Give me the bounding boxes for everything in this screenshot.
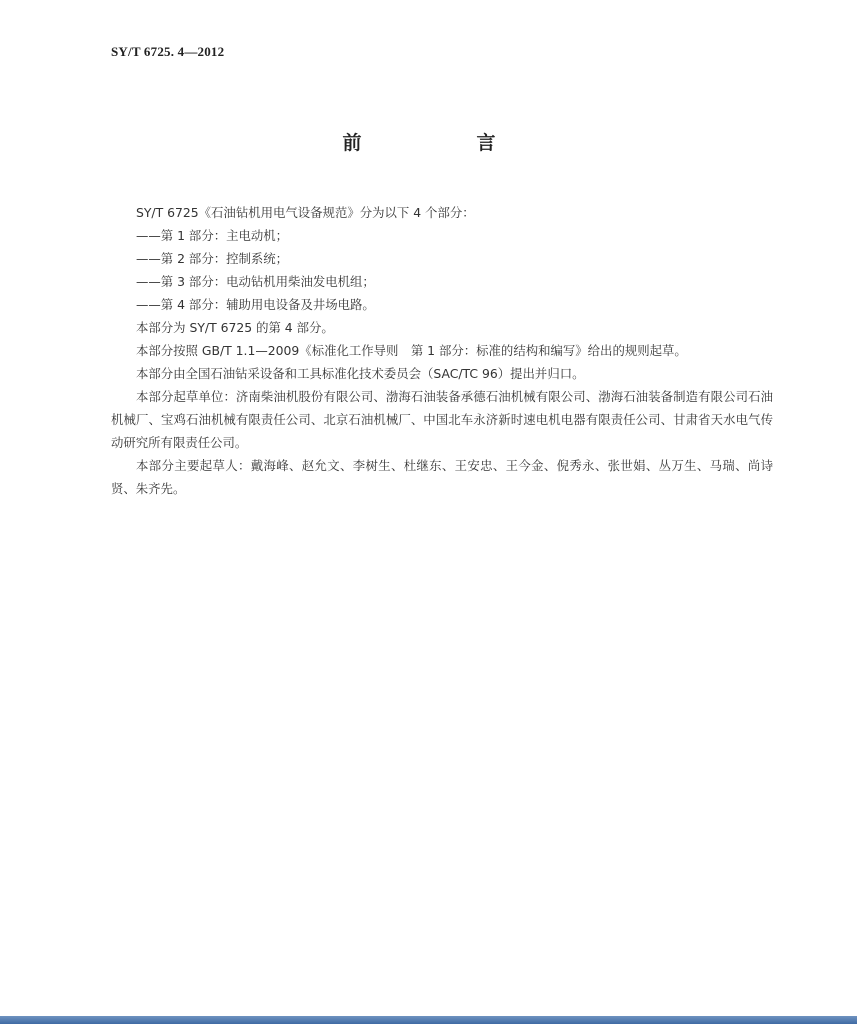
- foreword-body: [111, 201, 773, 500]
- list-item-part-2: ——第 2 部分：控制系统；: [136, 251, 289, 266]
- paragraph-drafters: 本部分主要起草人：戴海峰、赵允文、李树生、杜继东、王安忠、王今金、倪秀永、张世娟、丛万生、马瑞、尚诗贤、朱齐先。: [111, 458, 773, 496]
- list-item-part-4: ——第 4 部分：辅助用电设备及井场电路。: [136, 297, 375, 312]
- list-item-part-1: ——第 1 部分：主电动机；: [136, 228, 289, 243]
- paragraph-drafting-rules: 本部分按照 GB/T 1.1—2009《标准化工作导则 第 1 部分：标准的结构和编写》给出的规则起草。: [136, 343, 687, 358]
- paragraph-proposer: 本部分由全国石油钻采设备和工具标准化技术委员会（SAC/TC 96）提出并归口。: [136, 366, 585, 381]
- page-title: 前 言: [342, 132, 544, 154]
- paragraph-drafting-units: 本部分起草单位：济南柴油机股份有限公司、渤海石油装备承德石油机械有限公司、渤海石油装备制造有限公司石油机械厂、宝鸡石油机械有限责任公司、北京石油机械厂、中国北车永济新时速电机电器有限责任公司、甘肃省天水电气传动研究所有限责任公司。: [111, 389, 773, 450]
- standard-code: SY/T 6725. 4—2012: [111, 44, 225, 59]
- paragraph-part-statement: 本部分为 SY/T 6725 的第 4 部分。: [136, 320, 334, 335]
- viewer-bottom-bar: [0, 1016, 857, 1024]
- list-item-part-3: ——第 3 部分：电动钻机用柴油发电机组；: [136, 274, 375, 289]
- paragraph-intro: SY/T 6725《石油钻机用电气设备规范》分为以下 4 个部分：: [136, 205, 475, 220]
